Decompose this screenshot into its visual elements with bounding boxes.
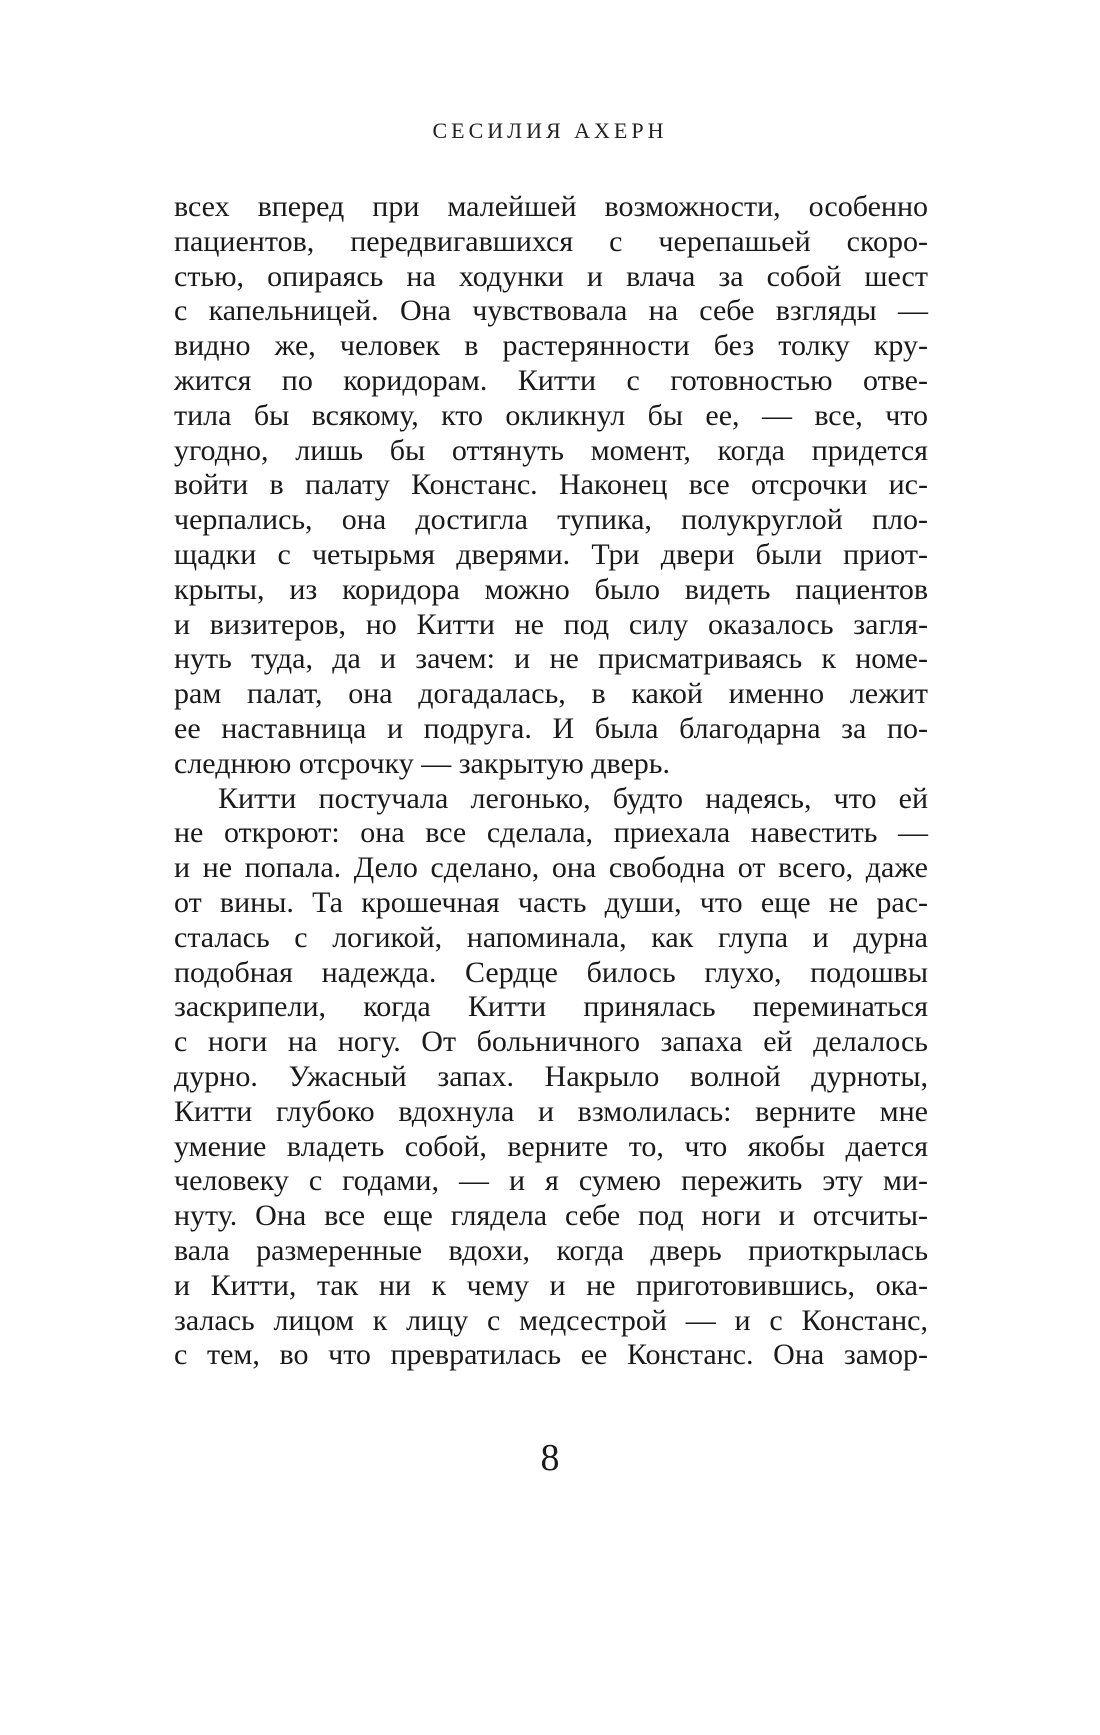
text-line: Китти глубоко вдохнула и взмолилась: верните мне (174, 1094, 928, 1128)
text-line: дурно. Ужасный запах. Накрыло волной дурноты, (174, 1059, 928, 1093)
text-line: нуту. Она все еще глядела себе под ноги и отсчиты- (174, 1199, 928, 1233)
text-line: следнюю отсрочку — закрытую дверь. (174, 746, 670, 780)
text-line: с ноги на ногу. От больничного запаха ей делалось (174, 1025, 928, 1059)
text-line: пациентов, передвигавшихся с черепашьей скоро- (174, 224, 928, 258)
text-line: вала размеренные вдохи, когда дверь приоткрылась (174, 1233, 928, 1267)
text-line: и Китти, так ни к чему и не приготовившись, ока- (174, 1268, 928, 1302)
text-line: черпались, она достигла тупика, полукруглой пло- (174, 503, 928, 537)
text-line: и не попала. Дело сделано, она свободна от всего, даже (174, 851, 928, 885)
text-line: с капельницей. Она чувствовала на себе взгляды — (174, 294, 928, 328)
text-line: рам палат, она догадалась, в какой именно лежит (174, 677, 928, 711)
main-text (174, 190, 928, 1373)
text-line: залась лицом к лицу с медсестрой — и с Констанс, (174, 1303, 928, 1337)
text-line: ее наставница и подруга. И была благодарна за по- (174, 711, 928, 745)
text-line: нуть туда, да и зачем: и не присматриваясь к номе- (174, 642, 928, 676)
text-line: жится по коридорам. Китти с готовностью отве- (174, 363, 928, 397)
text-line: подобная надежда. Сердце билось глухо, подошвы (174, 955, 928, 989)
text-line: войти в палату Констанс. Наконец все отсрочки ис- (174, 468, 928, 502)
text-line: видно же, человек в растерянности без толку кру- (174, 329, 928, 363)
text-line: человеку с годами, — и я сумею пережить эту ми- (174, 1164, 928, 1198)
text-line: тила бы всякому, кто окликнул бы ее, — все, что (174, 398, 928, 432)
text-line: умение владеть собой, верните то, что якобы дается (174, 1129, 928, 1163)
text-line: и визитеров, но Китти не под силу оказалось загля- (174, 607, 928, 641)
text-line: угодно, лишь бы оттянуть момент, когда придется (174, 433, 928, 467)
text-line: стью, опираясь на ходунки и влача за собой шест (174, 259, 928, 293)
text-line: щадки с четырьмя дверями. Три двери были приот- (174, 537, 928, 571)
text-line: от вины. Та крошечная часть души, что еще не рас- (174, 885, 928, 919)
paragraph-2 (174, 782, 928, 1374)
text-line: не откроют: она все сделала, приехала навестить — (174, 816, 928, 850)
text-line: с тем, во что превратилась ее Констанс. Она замор- (174, 1338, 928, 1372)
paragraph-1 (174, 190, 928, 782)
text-line: всех вперед при малейшей возможности, особенно (174, 190, 928, 223)
text-line: сталась с логикой, напоминала, как глупа и дурна (174, 920, 928, 954)
page-number: 8 (540, 1437, 560, 1479)
running-header: СЕСИЛИЯ АХЕРН (432, 118, 668, 143)
text-line: заскрипели, когда Китти принялась переминаться (174, 990, 928, 1024)
text-line: крыты, из коридора можно было видеть пациентов (174, 572, 928, 606)
text-line: Китти постучала легонько, будто надеясь, что ей (218, 781, 928, 815)
